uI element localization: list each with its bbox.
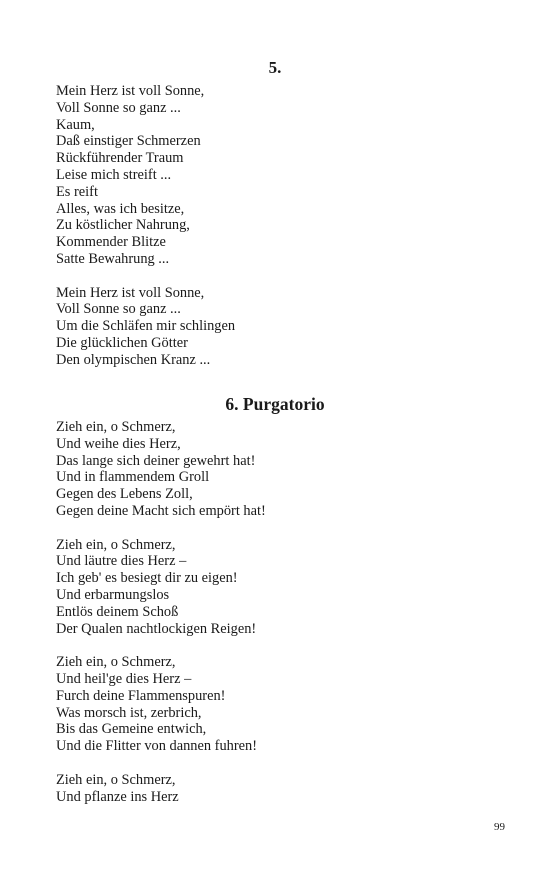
poem-line: Was morsch ist, zerbrich, xyxy=(56,704,202,721)
stanza xyxy=(56,83,516,268)
poem-line: Zieh ein, o Schmerz, xyxy=(56,536,176,553)
poem-line: Gegen des Lebens Zoll, xyxy=(56,486,193,503)
stanza xyxy=(56,285,516,369)
poem-line: Und erbarmungslos xyxy=(56,586,170,603)
poem-line: Gegen deine Macht sich empört hat! xyxy=(56,502,266,519)
stanza xyxy=(56,419,516,520)
poem-line: Zieh ein, o Schmerz, xyxy=(56,419,176,435)
poem-line: Es reift xyxy=(56,183,98,200)
poem-line: Kaum, xyxy=(56,116,95,133)
poem-line: Zieh ein, o Schmerz, xyxy=(56,654,176,671)
stanza xyxy=(56,772,516,806)
poem-line: Leise mich streift ... xyxy=(56,166,172,183)
poem-line: Kommender Blitze xyxy=(56,234,166,251)
poem-line: Zu köstlicher Nahrung, xyxy=(56,217,190,234)
poem-line: Ich geb' es besiegt dir zu eigen! xyxy=(56,570,238,587)
poem-line: Satte Bewahrung ... xyxy=(56,250,170,267)
poem-line: Die glücklichen Götter xyxy=(56,334,188,351)
poem-line: Das lange sich deiner gewehrt hat! xyxy=(56,452,256,469)
poem-line: Und pflanze ins Herz xyxy=(56,788,179,805)
poem-line: Alles, was ich besitze, xyxy=(56,200,185,217)
poem-line: Voll Sonne so ganz ... xyxy=(56,99,181,116)
poem-line: Den olympischen Kranz ... xyxy=(56,351,211,368)
poem-line: Um die Schläfen mir schlingen xyxy=(56,318,236,335)
stanza xyxy=(56,654,516,755)
poem-line: Und läutre dies Herz – xyxy=(56,553,187,570)
poem-line: Der Qualen nachtlockigen Reigen! xyxy=(56,620,257,637)
poem-line: Mein Herz ist voll Sonne, xyxy=(56,284,205,301)
poem-line: Und die Flitter von dannen fuhren! xyxy=(56,738,258,755)
poem-line: Voll Sonne so ganz ... xyxy=(56,301,181,318)
poem-line: Und in flammendem Groll xyxy=(56,469,210,486)
poem-line: Und weihe dies Herz, xyxy=(56,435,181,452)
poem-6 xyxy=(56,419,516,822)
section-title-5: 5. xyxy=(268,58,282,77)
poem-line: Und heil'ge dies Herz – xyxy=(56,670,192,687)
poem-line: Furch deine Flammenspuren! xyxy=(56,687,226,704)
poem-line: Rückführender Traum xyxy=(56,150,184,167)
poem-line: Mein Herz ist voll Sonne, xyxy=(56,83,205,99)
poem-line: Daß einstiger Schmerzen xyxy=(56,133,201,150)
poem-line: Zieh ein, o Schmerz, xyxy=(56,771,176,788)
poem-line: Entlös deinem Schoß xyxy=(56,603,179,620)
section-title-6: 6. Purgatorio xyxy=(225,394,325,414)
poem-line: Bis das Gemeine entwich, xyxy=(56,721,207,738)
stanza xyxy=(56,537,516,638)
poem-5 xyxy=(56,83,516,385)
page-number: 99 xyxy=(494,821,505,833)
